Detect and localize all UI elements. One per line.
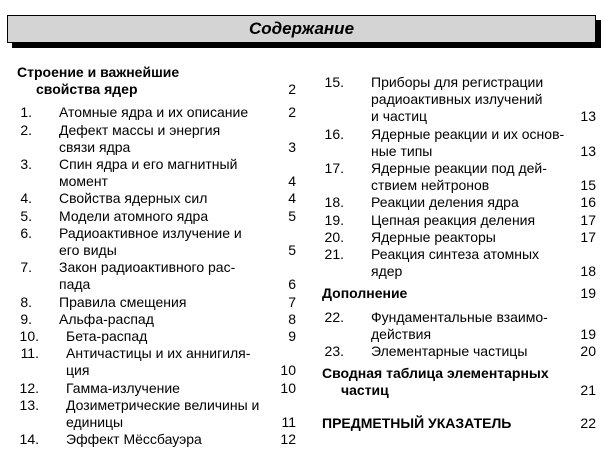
toc-entry-number: 20. <box>324 228 344 245</box>
toc-entry-number: 17. <box>324 160 344 177</box>
toc-page-number: 10 <box>280 379 296 396</box>
toc-entry-title: Фундаментальные взаимо- действия <box>371 308 548 342</box>
toc-entry-title: Античастицы и их аннигиля- ция <box>66 345 251 379</box>
toc-entry-title: Элементарные частицы <box>371 343 528 360</box>
toc-page-number: 5 <box>288 242 296 259</box>
page-title: Содержание <box>7 15 596 43</box>
toc-page-number: 4 <box>288 173 296 190</box>
toc-page-number: 17 <box>580 211 596 228</box>
toc-entry[interactable] <box>17 328 300 345</box>
toc-entry-title: Закон радиоактивного рас- пада <box>59 259 236 293</box>
toc-entry-title: Реакции деления ядра <box>371 194 519 211</box>
toc-entry-title: Спин ядра и его магнитный момент <box>59 156 238 190</box>
toc-entry-title: Строение и важнейшие свойства ядер <box>17 64 180 98</box>
toc-page-number: 12 <box>280 431 296 448</box>
toc-entry-title: Ядерные реакции и их основ- ные типы <box>371 125 565 159</box>
toc-entry[interactable] <box>322 160 600 194</box>
toc-entry-number: 22. <box>324 308 344 325</box>
toc-entry[interactable] <box>17 259 300 293</box>
toc-entry-title: Свойства ядерных сил <box>59 190 208 207</box>
toc-section-heading[interactable] <box>322 365 600 399</box>
toc-entry-number: 10. <box>19 328 39 345</box>
toc-entry-title: Гамма-излучение <box>66 379 180 396</box>
toc-page-number: 13 <box>580 108 596 125</box>
toc-entry[interactable] <box>17 294 300 311</box>
toc-page-number: 13 <box>580 142 596 159</box>
toc-entry[interactable] <box>322 194 600 211</box>
toc-page-number: 15 <box>580 177 596 194</box>
toc-entry[interactable] <box>17 345 300 379</box>
toc-entry-number: 5. <box>20 207 32 224</box>
spacer <box>322 400 600 415</box>
toc-entry-title: Дефект массы и энергия связи ядра <box>59 121 221 155</box>
toc-entry[interactable] <box>17 397 300 431</box>
toc-entry[interactable] <box>17 122 300 156</box>
toc-entry[interactable] <box>322 126 600 160</box>
toc-entry-number: 2. <box>20 121 32 138</box>
toc-page-number: 10 <box>280 362 296 379</box>
toc-entry-number: 15. <box>324 74 344 90</box>
toc-entry-number: 21. <box>324 246 344 263</box>
toc-entry[interactable] <box>322 246 600 280</box>
toc-entry-number: 16. <box>324 125 344 142</box>
toc-page-number: 18 <box>580 263 596 280</box>
toc-entry[interactable] <box>17 311 300 328</box>
toc-entry-number: 6. <box>20 224 32 241</box>
toc-entry-number: 4. <box>20 190 32 207</box>
toc-page-number: 19 <box>580 325 596 342</box>
toc-page-number: 5 <box>288 207 296 224</box>
toc-page-number: 11 <box>281 414 296 431</box>
toc-left-column <box>17 64 300 448</box>
toc-page-number: 8 <box>288 310 296 327</box>
toc-entry[interactable] <box>322 343 600 360</box>
contents-header <box>7 15 596 43</box>
toc-page-number: 2 <box>288 104 296 121</box>
toc-page-number: 6 <box>288 276 296 293</box>
toc-entry[interactable] <box>17 208 300 225</box>
toc-page-number: 16 <box>580 194 596 211</box>
toc-page-number: 4 <box>288 190 296 207</box>
toc-entry-number: 12. <box>19 379 39 396</box>
toc-entry-title: Приборы для регистрации радиоактивных излучений и частиц <box>371 74 544 125</box>
toc-entry-title: ПРЕДМЕТНЫЙ УКАЗАТЕЛЬ <box>322 414 512 431</box>
toc-page-number: 7 <box>288 293 296 310</box>
toc-entry-title: Бета-распад <box>66 328 148 345</box>
toc-entry[interactable] <box>17 190 300 207</box>
toc-page-number: 2 <box>288 81 296 98</box>
toc-entry-number: 14. <box>19 431 39 448</box>
toc-entry-title: Цепная реакция деления <box>371 211 536 228</box>
toc-entry-title: Дополнение <box>322 285 408 302</box>
toc-entry-title: Атомные ядра и их описание <box>59 104 249 121</box>
toc-entry-number: 3. <box>20 156 32 173</box>
toc-right-column <box>322 74 600 432</box>
toc-entry-number: 8. <box>20 293 32 310</box>
toc-entry[interactable] <box>17 225 300 259</box>
toc-entry-title: Сводная таблица элементарных частиц <box>322 365 549 399</box>
toc-entry-title: Радиоактивное излучение и его виды <box>59 224 242 259</box>
toc-page-number: 22 <box>580 414 596 431</box>
toc-entry[interactable] <box>17 380 300 397</box>
toc-page-number: 20 <box>580 343 596 360</box>
toc-entry-title: Реакция синтеза атомных ядер <box>371 246 540 280</box>
toc-entry[interactable] <box>17 431 300 448</box>
toc-entry-title: Дозиметрические величины и единицы <box>66 396 260 431</box>
toc-page-number: 19 <box>580 285 596 302</box>
toc-entry-title: Модели атомного ядра <box>59 207 209 224</box>
toc-entry[interactable] <box>17 104 300 121</box>
toc-page-number: 9 <box>288 328 296 345</box>
toc-section-heading[interactable] <box>322 415 600 432</box>
toc-entry[interactable] <box>322 212 600 229</box>
toc-entry[interactable] <box>322 229 600 246</box>
toc-entry-title: Альфа-распад <box>59 310 154 327</box>
toc-section-heading[interactable] <box>17 64 300 98</box>
toc-entry-number: 18. <box>324 194 344 211</box>
toc-section-heading[interactable] <box>322 285 600 302</box>
toc-page-number: 21 <box>580 382 596 399</box>
toc-entry-number: 13. <box>19 396 39 413</box>
toc-page-number: 17 <box>580 228 596 245</box>
toc-entry-title: Ядерные реакции под дей- ствием нейтронов <box>371 160 547 194</box>
toc-entry-number: 23. <box>324 343 344 360</box>
toc-entry-number: 1. <box>20 104 32 121</box>
toc-entry-title: Правила смещения <box>59 293 187 310</box>
toc-entry-title: Ядерные реакторы <box>371 228 496 245</box>
toc-entry[interactable] <box>322 74 600 126</box>
toc-entry-number: 11. <box>20 345 39 362</box>
toc-entry-title: Эффект Мёссбауэра <box>66 431 202 448</box>
toc-entry-number: 19. <box>324 211 344 228</box>
toc-entry[interactable] <box>17 156 300 190</box>
toc-entry-number: 9. <box>20 310 32 327</box>
toc-page-number: 3 <box>288 138 296 155</box>
toc-entry-number: 7. <box>20 259 32 276</box>
toc-entry[interactable] <box>322 309 600 343</box>
